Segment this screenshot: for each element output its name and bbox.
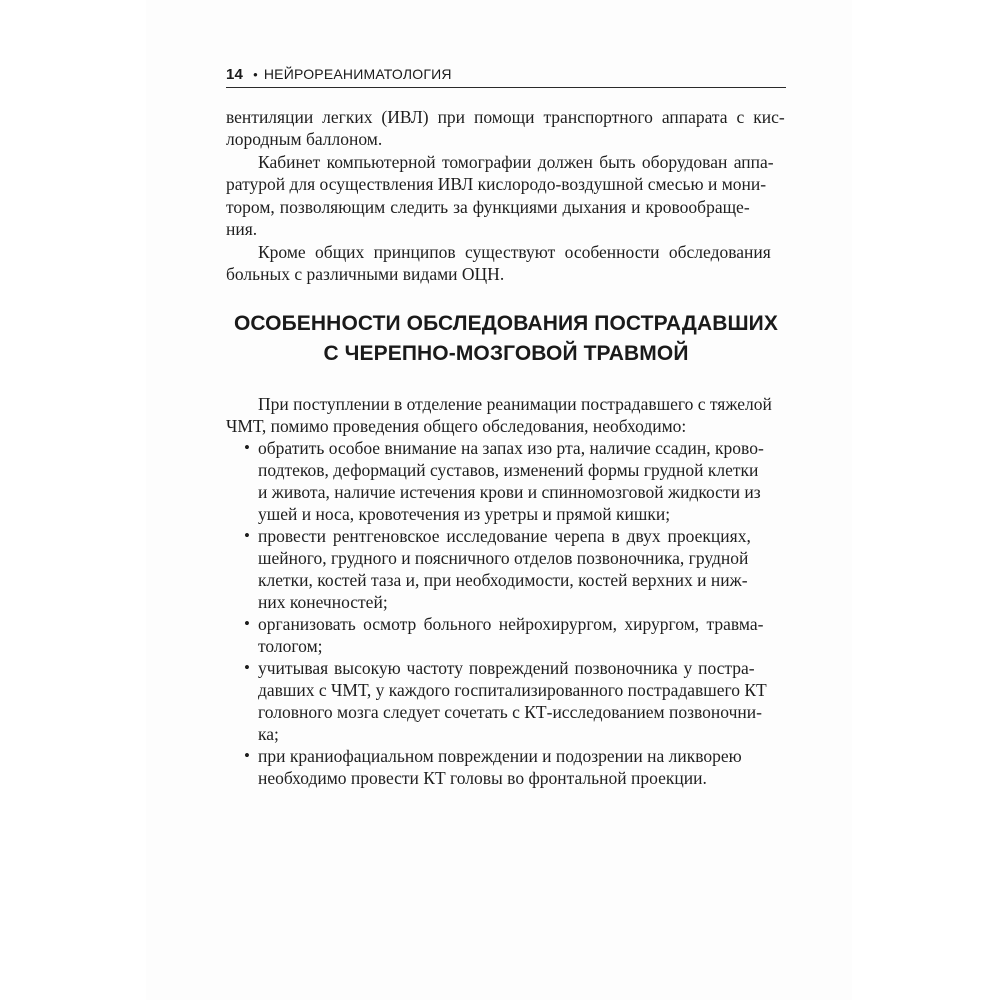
- bullet-marker: •: [244, 746, 250, 765]
- intro-p2-line: Кабинет компьютерной томографии должен быть оборудован аппа-: [258, 152, 774, 172]
- section-heading-line: С ЧЕРЕПНО-МОЗГОВОЙ ТРАВМОЙ: [323, 342, 689, 365]
- bullet-separator: •: [253, 67, 258, 82]
- running-head-title: НЕЙРОРЕАНИМАТОЛОГИЯ: [263, 66, 452, 82]
- bullet-line: клетки, костей таза и, при необходимости, костей верхних и ниж-: [258, 570, 748, 590]
- bullet-line: учитывая высокую частоту повреждений позвоночника у постра-: [258, 658, 755, 678]
- intro-p3-line: больных с различными видами ОЦН.: [226, 264, 505, 284]
- bullet-line: и живота, наличие истечения крови и спинномозговой жидкости из: [258, 482, 761, 502]
- bullet-marker: •: [244, 614, 250, 633]
- bullet-line: тологом;: [258, 636, 323, 656]
- header-rule: [226, 87, 786, 88]
- bullet-line: подтеков, деформаций суставов, изменений формы грудной клетки: [258, 460, 759, 480]
- bullet-line: ка;: [258, 724, 279, 744]
- lead-line: ЧМТ, помимо проведения общего обследования, необходимо:: [226, 416, 687, 436]
- section-heading-line: ОСОБЕННОСТИ ОБСЛЕДОВАНИЯ ПОСТРАДАВШИХ: [234, 312, 778, 335]
- lead-line: При поступлении в отделение реанимации пострадавшего с тяжелой: [258, 394, 772, 414]
- bullet-line: при краниофациальном повреждении и подозрении на ликворею: [258, 746, 742, 766]
- bullet-line: провести рентгеновское исследование черепа в двух проекциях,: [258, 526, 751, 546]
- intro-p2-line: тором, позволяющим следить за функциями дыхания и кровообраще-: [226, 197, 750, 217]
- bullet-line: шейного, грудного и поясничного отделов позвоночника, грудной: [258, 548, 749, 568]
- page-number: 14: [226, 66, 244, 83]
- intro-p2-line: ния.: [226, 219, 258, 239]
- intro-p2-line: ратурой для осуществления ИВЛ кислородо-воздушной смесью и мони-: [226, 174, 767, 194]
- bullet-marker: •: [244, 438, 250, 457]
- bullet-line: обратить особое внимание на запах изо рта, наличие ссадин, крово-: [258, 438, 764, 458]
- intro-p1-line: вентиляции легких (ИВЛ) при помощи транспортного аппарата с кис-: [226, 107, 785, 127]
- bullet-marker: •: [244, 526, 250, 545]
- bullet-line: головного мозга следует сочетать с КТ-исследованием позвоночни-: [258, 702, 762, 722]
- intro-p3-line: Кроме общих принципов существуют особенности обследования: [258, 242, 771, 262]
- bullet-line: них конечностей;: [258, 592, 388, 612]
- running-head: [226, 64, 786, 86]
- bullet-line: организовать осмотр больного нейрохирургом, хирургом, травма-: [258, 614, 764, 634]
- bullet-marker: •: [244, 658, 250, 677]
- bullet-line: давших с ЧМТ, у каждого госпитализированного пострадавшего КТ: [258, 680, 767, 700]
- intro-p1-line: лородным баллоном.: [226, 129, 383, 149]
- bullet-line: необходимо провести КТ головы во фронтальной проекции.: [258, 768, 707, 788]
- bullet-line: ушей и носа, кровотечения из уретры и прямой кишки;: [258, 504, 671, 524]
